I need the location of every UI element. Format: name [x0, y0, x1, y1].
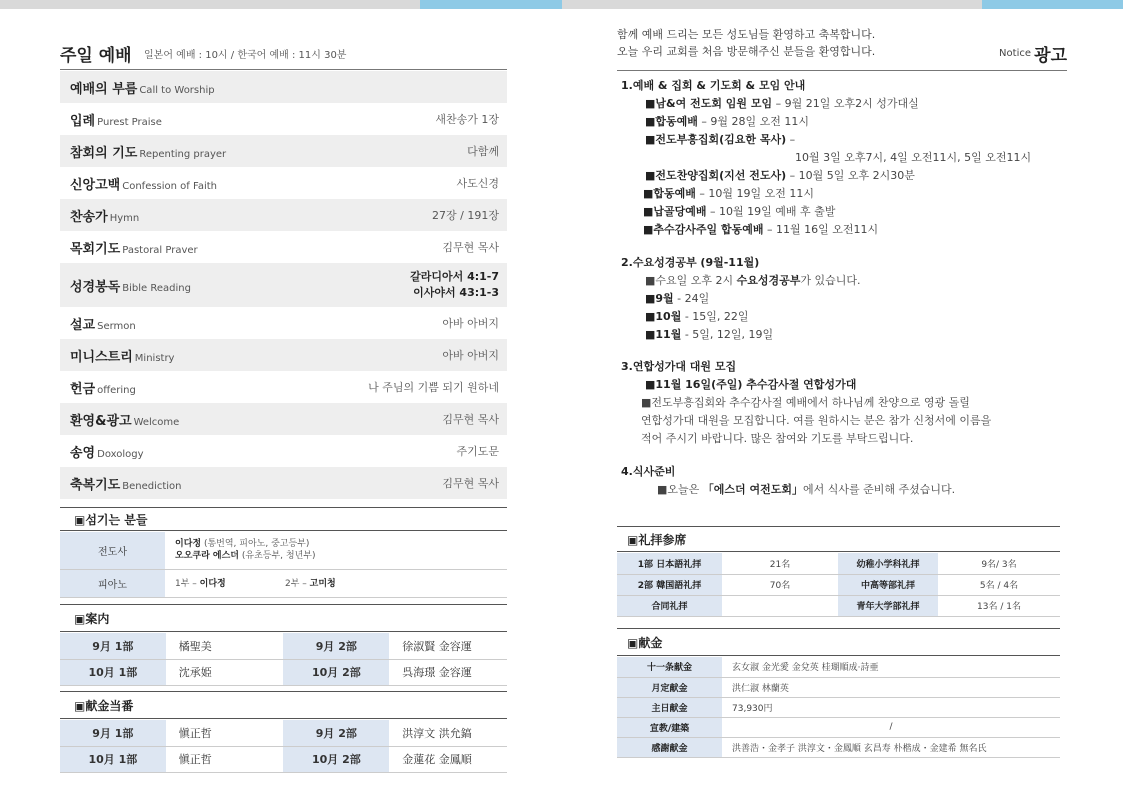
offering-title: ▣献金: [627, 635, 663, 650]
table-row: [617, 697, 1060, 717]
list-item: ■9월 - 24일: [645, 292, 710, 305]
table-cell: 9月 1部: [60, 633, 166, 659]
notice-section-heading: 2.수요성경공부 (9월-11월): [621, 256, 760, 269]
servers-table: [60, 532, 507, 598]
offering-duty-section-header: [60, 691, 507, 719]
greeting-line: 오늘 우리 교회를 처음 방문해주신 분들을 환영합니다.: [617, 45, 876, 58]
order-title-en: Welcome: [133, 416, 180, 428]
servers-section-header: [60, 507, 507, 531]
table-cell: 青年大学部礼拝: [838, 595, 938, 616]
table-row: [617, 553, 1060, 574]
order-title-en: Confession of Faith: [122, 180, 217, 192]
bible-reading-passages: [410, 269, 499, 301]
order-title-ko: 찬송가: [70, 209, 108, 225]
guide-title: ▣案内: [74, 611, 110, 626]
worship-times: 일본어 예배 : 10시 / 한국어 예배 : 11시 30분: [144, 50, 347, 61]
notice-section-2: [621, 254, 861, 344]
order-row-hymn: [60, 199, 507, 231]
list-item: ■11월 16일(주일) 추수감사절 연합성가대: [645, 378, 857, 391]
order-title-en: Doxology: [97, 448, 144, 460]
table-row: [60, 659, 507, 685]
order-row-bible-reading: [60, 263, 507, 307]
servers-value: [165, 570, 507, 597]
order-title-en: Sermon: [97, 320, 136, 332]
list-item: ■남&여 전도회 임원 모임 – 9월 21일 오후2시 성가대실: [645, 97, 919, 110]
table-row: [60, 720, 507, 746]
notice-section-3: [621, 358, 991, 448]
notice-section-heading: 1.예배 & 집회 & 기도회 & 모임 안내: [621, 79, 806, 92]
order-title-ko: 참회의 기도: [70, 145, 138, 161]
attendance-title: ▣礼拝参席: [627, 532, 687, 547]
order-title-en: Hymn: [109, 212, 140, 224]
table-cell: 愼正哲: [166, 746, 284, 772]
table-cell: 月定献金: [617, 677, 722, 697]
list-item: ■납골당예배 – 10월 19일 예배 후 출발: [643, 205, 836, 218]
bible-passage-2: 이사야서 43:1-3: [413, 286, 499, 299]
offering-duty-table: [60, 720, 507, 773]
list-item: ■합동예배 – 9월 28일 오전 11시: [645, 115, 810, 128]
order-title-ko: 성경봉독: [70, 279, 121, 295]
worship-page: [60, 0, 507, 794]
list-item: ■수요일 오후 2시 수요성경공부가 있습니다.: [645, 274, 861, 287]
order-row-confession: [60, 167, 507, 199]
table-row: [60, 746, 507, 772]
offering-duty-title: ▣献金当番: [74, 698, 134, 713]
table-cell: 洪淳文 洪允鎬: [389, 720, 507, 746]
order-title-en: Call to Worship: [139, 84, 215, 96]
offering-table: [617, 657, 1060, 758]
order-row-repenting-prayer: [60, 135, 507, 167]
table-cell: 呉海璟 金容運: [389, 659, 507, 685]
order-title-ko: 환영&광고: [70, 413, 132, 429]
order-title-en: Purest Praise: [97, 116, 162, 128]
order-row-welcome: [60, 403, 507, 435]
order-title-en: Pastoral Praver: [122, 244, 198, 256]
notice-section-1: [621, 77, 1031, 239]
table-cell: 愼正哲: [166, 720, 284, 746]
offering-section-header: [617, 628, 1060, 656]
worship-order-list: [60, 71, 507, 499]
order-title-ko: 설교: [70, 317, 96, 333]
notice-section-heading: 4.식사준비: [621, 465, 676, 478]
notice-header: [617, 26, 1067, 71]
order-value: 아바 아버지: [442, 349, 499, 362]
table-row: [617, 595, 1060, 616]
table-cell: 9月 1部: [60, 720, 166, 746]
order-title-en: Ministry: [134, 352, 175, 364]
table-cell: 70名: [722, 574, 838, 595]
piano-part: 2부 –: [285, 578, 310, 589]
table-cell: 玄女淑 金光愛 金兌英 桂瑚順成·詩亜: [722, 657, 1060, 677]
table-row: [60, 633, 507, 659]
table-cell: 洪善浩・金孝子 洪淳文・金鳳順 玄昌寿 朴楷成・金建希 無名氏: [722, 737, 1060, 757]
table-cell: 十一条献金: [617, 657, 722, 677]
order-title-ko: 축복기도: [70, 477, 121, 493]
table-cell: 21名: [722, 553, 838, 574]
table-row: [617, 574, 1060, 595]
table-cell: 沈承姫: [166, 659, 284, 685]
table-cell: [722, 595, 838, 616]
table-cell: 徐淑賢 金容運: [389, 633, 507, 659]
list-item: ■추수감사주일 합동예배 – 11월 16일 오전11시: [643, 223, 879, 236]
attendance-section-header: [617, 526, 1060, 552]
table-cell: 10月 2部: [283, 659, 389, 685]
table-cell: 1部 日本語礼拝: [617, 553, 722, 574]
table-row: [617, 737, 1060, 757]
order-value: 아바 아버지: [442, 317, 499, 330]
greeting-line: 함께 예배 드리는 모든 성도님들 환영하고 축복합니다.: [617, 28, 876, 41]
table-cell: 9月 2部: [283, 720, 389, 746]
evangelist-name: 이다정: [175, 539, 202, 549]
list-item-continued: 10월 3일 오후7시, 4일 오전11시, 5일 오전11시: [795, 151, 1032, 164]
table-cell: 10月 2部: [283, 746, 389, 772]
table-cell: 金蓮花 金鳳順: [389, 746, 507, 772]
notice-section-heading: 3.연합성가대 대원 모집: [621, 360, 737, 373]
list-item: ■11월 - 5일, 12일, 19일: [645, 328, 774, 341]
order-title-ko: 예배의 부름: [70, 81, 138, 97]
list-item: ■오늘은 「에스더 여전도회」에서 식사를 준비해 주셨습니다.: [657, 483, 956, 496]
table-cell: 13名 / 1名: [938, 595, 1060, 616]
evangelist-role: (유초등부, 청년부): [239, 551, 316, 561]
table-cell: 洪仁淑 林蘭英: [722, 677, 1060, 697]
worship-header: [60, 40, 507, 70]
table-row: [617, 717, 1060, 737]
worship-title: 주일 예배: [60, 46, 132, 66]
order-row-benediction: [60, 467, 507, 499]
servers-value: [165, 532, 507, 569]
order-row-call-to-worship: [60, 71, 507, 103]
order-title-ko: 목회기도: [70, 241, 121, 257]
guide-table: [60, 633, 507, 686]
table-cell: 主日献金: [617, 697, 722, 717]
order-title-en: Bible Reading: [122, 282, 191, 294]
list-item: ■전도부흥집회와 추수감사절 예배에서 하나님께 찬양으로 영광 돌릴: [641, 396, 970, 409]
order-value: 나 주님의 기쁨 되기 원하네: [368, 381, 499, 394]
order-row-doxology: [60, 435, 507, 467]
table-cell: 2部 韓国語礼拝: [617, 574, 722, 595]
table-cell: 宣教/建築: [617, 717, 722, 737]
order-title-en: Benediction: [122, 480, 182, 492]
table-cell: 73,930円: [722, 697, 1060, 717]
list-item: ■합동예배 – 10월 19일 오전 11시: [643, 187, 815, 200]
servers-row-evangelist: [60, 532, 507, 570]
list-item: ■10월 - 15일, 22일: [645, 310, 749, 323]
bible-passage-1: 갈라디아서 4:1-7: [410, 270, 499, 283]
order-row-ministry: [60, 339, 507, 371]
order-row-offering: [60, 371, 507, 403]
list-item-continued: 연합성가대 대원을 모집합니다. 여를 원하시는 분은 참가 신청서에 이름을: [641, 414, 992, 427]
table-cell: 幼稚小学科礼拝: [838, 553, 938, 574]
order-title-ko: 입례: [70, 113, 96, 129]
servers-label: 피아노: [60, 570, 165, 597]
order-title-ko: 헌금: [70, 381, 96, 397]
attendance-table: [617, 553, 1060, 617]
servers-label: 전도사: [60, 532, 165, 569]
order-value: 새찬송가 1장: [435, 113, 499, 126]
evangelist-role: (통번역, 피아노, 중고등부): [201, 539, 310, 549]
table-cell: 10月 1部: [60, 746, 166, 772]
guide-section-header: [60, 604, 507, 632]
order-title-ko: 신앙고백: [70, 177, 121, 193]
table-cell: 橘聖美: [166, 633, 284, 659]
order-row-sermon: [60, 307, 507, 339]
order-value: 김무현 목사: [442, 413, 499, 426]
order-title-ko: 송영: [70, 445, 96, 461]
piano-part: 1부 –: [175, 578, 200, 589]
table-row: [617, 677, 1060, 697]
list-item-continued: 적어 주시기 바랍니다. 많은 참여와 기도를 부탁드립니다.: [641, 432, 914, 445]
notice-label-en: Notice: [999, 48, 1031, 59]
table-cell: 5名 / 4名: [938, 574, 1060, 595]
order-value: 김무현 목사: [442, 477, 499, 490]
notice-title: 광고: [1034, 46, 1067, 66]
list-item: ■전도부흥집회(김요한 목사) –: [645, 133, 796, 146]
table-cell: 9名/ 3名: [938, 553, 1060, 574]
order-value: 사도신경: [456, 177, 499, 190]
notice-page: [617, 0, 1067, 794]
table-cell: 中高等部礼拝: [838, 574, 938, 595]
order-title-ko: 미니스트리: [70, 349, 133, 365]
notice-section-4: [621, 463, 955, 499]
pianist-name: 고미청: [309, 578, 336, 589]
order-value: 다함께: [467, 145, 499, 158]
pianist-name: 이다정: [199, 578, 226, 589]
table-row: [617, 657, 1060, 677]
order-value: 27장 / 191장: [432, 209, 499, 222]
table-cell: 感謝献金: [617, 737, 722, 757]
table-cell: /: [722, 717, 1060, 737]
servers-row-piano: [60, 570, 507, 598]
table-cell: 合同礼拝: [617, 595, 722, 616]
order-value: 주기도문: [456, 445, 499, 458]
order-row-pastoral-prayer: [60, 231, 507, 263]
servers-title: ▣섬기는 분들: [74, 512, 148, 527]
order-title-en: Repenting prayer: [139, 148, 227, 160]
evangelist-name: 오오쿠라 에스더: [175, 551, 239, 561]
table-cell: 10月 1部: [60, 659, 166, 685]
list-item: ■전도찬양집회(지선 전도사) – 10월 5일 오후 2시30분: [645, 169, 915, 182]
order-row-praise: [60, 103, 507, 135]
order-title-en: offering: [97, 384, 136, 396]
table-cell: 9月 2部: [283, 633, 389, 659]
order-value: 김무현 목사: [442, 241, 499, 254]
